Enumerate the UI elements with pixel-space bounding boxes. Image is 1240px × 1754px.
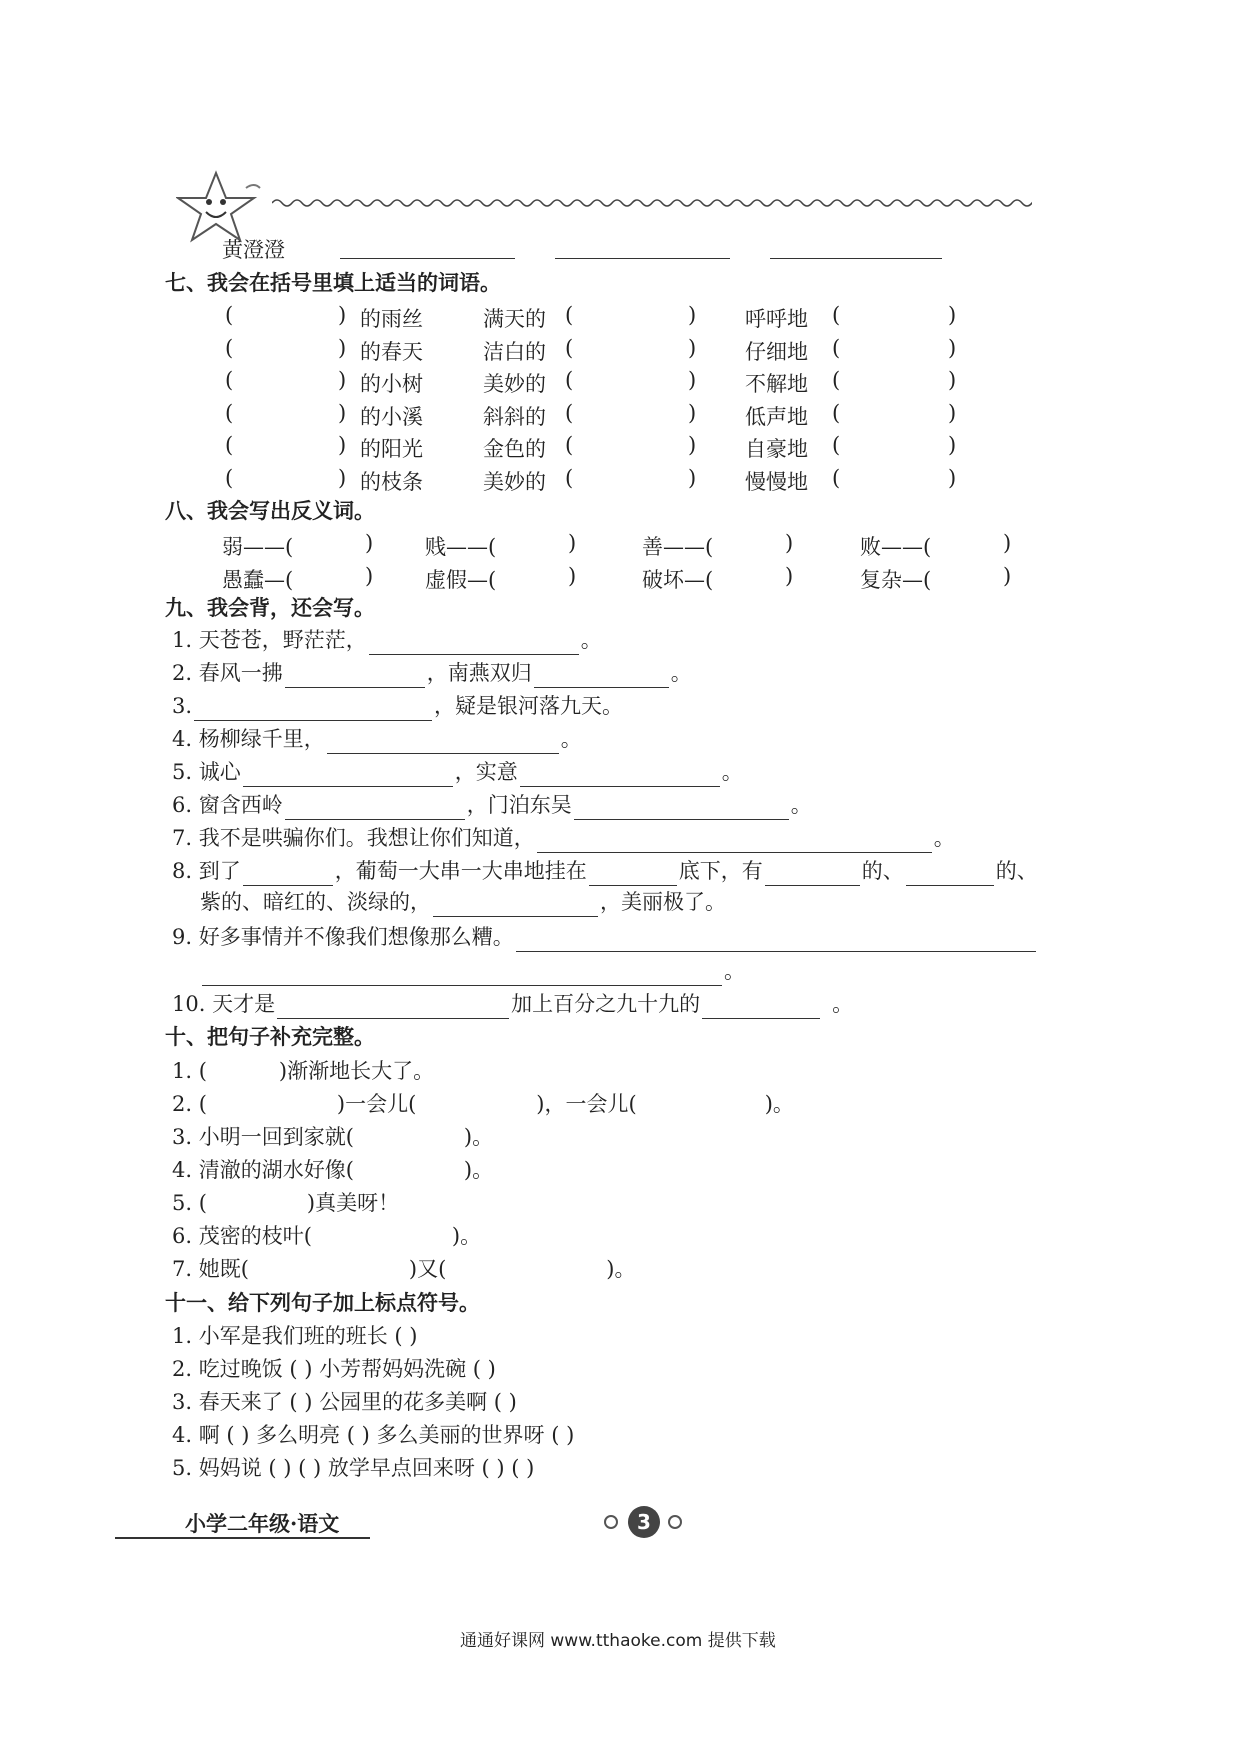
open-paren: ( (225, 400, 234, 425)
decor-dot-icon (668, 1515, 682, 1529)
antonym-answer-space[interactable] (950, 564, 1000, 590)
line-text: 3. 小明一回到家就( (172, 1125, 354, 1149)
antonym-answer-space[interactable] (312, 564, 362, 590)
answer-blank[interactable] (574, 797, 789, 820)
word-prefix: 美妙的 (483, 372, 546, 396)
antonym-prompt: 愚蠢—( (222, 568, 294, 592)
complete-line-5 (172, 1188, 399, 1218)
bracket-answer-space[interactable] (847, 368, 945, 394)
line-text: 7. 我不是哄骗你们。我想让你们知道， (172, 826, 535, 850)
decor-dot-icon (604, 1515, 618, 1529)
antonym-answer-space[interactable] (950, 531, 1000, 557)
close-paren: ) (948, 400, 957, 425)
open-paren: ( (832, 433, 841, 457)
open-paren: ( (565, 303, 574, 327)
recite-line-6 (172, 790, 812, 820)
section-9-title: 九、我会背，还会写。 (165, 596, 375, 620)
close-paren: ) (338, 368, 347, 392)
line-text: ，疑是银河落九天。 (434, 694, 624, 718)
bracket-answer-space[interactable] (240, 401, 335, 427)
open-paren: ( (225, 368, 234, 392)
answer-blank[interactable] (534, 665, 669, 688)
source-credit: 通通好课网 www.tthaoke.com 提供下载 (460, 1631, 776, 1651)
line-text: 紫的、暗红的、淡绿的， (200, 890, 431, 914)
answer-blank[interactable] (433, 894, 598, 917)
close-paren: ) (338, 465, 347, 490)
antonym-answer-space[interactable] (312, 531, 362, 557)
bracket-answer-space[interactable] (847, 433, 945, 459)
line-text: 6. 窗含西岭 (172, 793, 283, 817)
close-paren: ) (338, 400, 347, 425)
close-paren: ) (688, 400, 697, 425)
complete-line-3 (172, 1122, 493, 1152)
line-text: )，一会儿( (536, 1092, 637, 1116)
page-number: 3 (628, 1506, 660, 1538)
line-text: 10. 天才是 (172, 992, 276, 1016)
line-text: 的、 (861, 859, 904, 883)
section-11-title: 十一、给下列句子加上标点符号。 (165, 1291, 480, 1315)
open-paren: ( (225, 303, 234, 327)
word-prefix: 金色的 (483, 437, 546, 461)
word-prefix: 低声地 (745, 404, 808, 429)
open-paren: ( (565, 368, 574, 392)
close-paren: ) (688, 433, 697, 457)
close-paren: ) (948, 433, 957, 457)
recite-line-7 (172, 823, 955, 853)
open-paren: ( (832, 303, 841, 327)
answer-blank[interactable] (285, 665, 425, 688)
footer-rule (115, 1537, 370, 1539)
complete-line-4 (172, 1155, 493, 1185)
line-text: 7. 她既( (172, 1257, 249, 1281)
antonym-prompt: 败——( (860, 535, 932, 559)
wavy-divider (272, 195, 1032, 211)
bracket-answer-space[interactable] (580, 336, 685, 362)
bracket-answer-space[interactable] (240, 303, 335, 329)
close-paren: ) (948, 368, 957, 392)
answer-blank[interactable] (520, 764, 720, 787)
line-text: ，葡萄一大串一大串地挂在 (334, 859, 587, 883)
line-text: 。 (933, 826, 955, 850)
line-text: 2. ( (172, 1092, 207, 1116)
antonym-answer-space[interactable] (732, 531, 782, 557)
line-text: )又( (408, 1257, 447, 1281)
bracket-answer-space[interactable] (240, 433, 335, 459)
word-prefix: 慢慢地 (745, 469, 808, 494)
line-text: 加上百分之九十九的 (511, 992, 701, 1016)
antonym-answer-space[interactable] (732, 564, 782, 590)
line-text: 。 (790, 793, 812, 817)
open-paren: ( (565, 335, 574, 360)
line-text: 底下，有 (678, 859, 763, 883)
antonym-prompt: 弱——( (222, 535, 294, 559)
antonym-prompt: 破坏—( (642, 568, 714, 592)
line-text: 4. 杨柳绿千里， (172, 727, 325, 751)
close-paren: ) (948, 335, 957, 360)
complete-line-7 (172, 1254, 636, 1284)
bracket-answer-space[interactable] (847, 336, 945, 362)
open-paren: ( (565, 465, 574, 490)
punct-line-3[interactable]: 3. 春天来了 ( ) 公园里的花多美啊 ( ) (172, 1390, 517, 1414)
line-text: ，美丽极了。 (600, 890, 726, 914)
close-paren: ) (338, 335, 347, 360)
bracket-answer-space[interactable] (580, 401, 685, 427)
answer-blank[interactable] (702, 996, 820, 1019)
line-text: ，南燕双归 (426, 661, 532, 685)
word-suffix: 的春天 (360, 339, 423, 364)
section-7-title: 七、我会在括号里填上适当的词语。 (165, 271, 501, 295)
recite-line-4 (172, 724, 582, 754)
line-text: 5. 诚心 (172, 760, 241, 784)
line-text: 1. ( (172, 1059, 207, 1083)
answer-blank[interactable] (243, 863, 333, 886)
close-paren: ) (365, 531, 374, 555)
line-text: 的、 (995, 859, 1038, 883)
bracket-answer-space[interactable] (580, 433, 685, 459)
line-text: ，门泊东吴 (466, 793, 572, 817)
line-text: 9. 好多事情并不像我们想像那么糟。 (172, 925, 514, 949)
recite-line-8 (172, 856, 1038, 886)
line-text: )。 (463, 1125, 494, 1149)
punct-line-5[interactable]: 5. 妈妈说 ( ) ( ) 放学早点回来呀 ( ) ( ) (172, 1456, 535, 1480)
answer-blank[interactable] (194, 698, 432, 721)
line-text: 。 (580, 628, 602, 652)
close-paren: ) (688, 465, 697, 490)
word-suffix: 的枝条 (360, 469, 423, 494)
line-text: 8. 到了 (172, 859, 241, 883)
answer-blank[interactable] (327, 731, 559, 754)
line-text: )。 (463, 1158, 494, 1182)
close-paren: ) (948, 303, 957, 327)
word-suffix: 的雨丝 (360, 307, 423, 331)
open-paren: ( (225, 465, 234, 490)
close-paren: ) (568, 531, 577, 555)
section-10-title: 十、把句子补充完整。 (165, 1025, 375, 1049)
line-text: )。 (451, 1224, 482, 1248)
bracket-answer-space[interactable] (240, 336, 335, 362)
word-suffix: 的小溪 (360, 404, 423, 429)
punct-line-2[interactable]: 2. 吃过晚饭 ( ) 小芳帮妈妈洗碗 ( ) (172, 1357, 496, 1381)
complete-line-2 (172, 1089, 794, 1119)
recite-line-5 (172, 757, 743, 787)
recite-line-8-cont (200, 887, 726, 917)
line-text: 6. 茂密的枝叶( (172, 1224, 312, 1248)
line-text: 。 (560, 727, 582, 751)
bracket-answer-space[interactable] (240, 368, 335, 394)
close-paren: ) (568, 564, 577, 588)
recite-line-3 (172, 691, 623, 721)
recite-line-1 (172, 625, 602, 655)
open-paren: ( (225, 335, 234, 360)
line-text: ，实意 (454, 760, 518, 784)
close-paren: ) (688, 368, 697, 392)
line-text: )。 (764, 1092, 794, 1116)
line-text: 。 (721, 760, 743, 784)
answer-blank[interactable] (369, 632, 579, 655)
antonym-answer-space[interactable] (515, 564, 565, 590)
close-paren: ) (365, 564, 374, 588)
line-text: )。 (606, 1257, 636, 1281)
top-word-row (222, 235, 285, 265)
open-paren: ( (565, 400, 574, 425)
close-paren: ) (785, 564, 794, 588)
answer-blank[interactable] (765, 863, 860, 886)
antonym-prompt: 复杂—( (860, 568, 932, 592)
line-text: )真美呀！ (306, 1191, 400, 1215)
bracket-answer-space[interactable] (580, 303, 685, 329)
recite-line-2 (172, 658, 692, 688)
antonym-prompt: 善——( (642, 535, 714, 559)
line-text: )一会儿( (336, 1092, 417, 1116)
line-text: 。 (724, 959, 745, 983)
antonym-prompt: 虚假—( (425, 568, 497, 592)
bracket-answer-space[interactable] (580, 368, 685, 394)
line-text: 5. ( (172, 1191, 207, 1215)
answer-blank[interactable] (202, 963, 722, 986)
bracket-answer-space[interactable] (240, 466, 335, 492)
open-paren: ( (832, 465, 841, 490)
line-text: 1. 天苍苍，野茫茫， (172, 628, 367, 652)
close-paren: ) (688, 303, 697, 327)
answer-blank[interactable] (340, 258, 515, 259)
word-prefix: 不解地 (745, 372, 808, 396)
open-paren: ( (832, 400, 841, 425)
top-word: 黄澄澄 (222, 238, 285, 262)
bracket-answer-space[interactable] (847, 466, 945, 492)
open-paren: ( (832, 335, 841, 360)
close-paren: ) (1003, 531, 1012, 555)
open-paren: ( (832, 368, 841, 392)
line-text: 3. (172, 694, 193, 718)
word-prefix: 洁白的 (483, 339, 546, 364)
line-text: )渐渐地长大了。 (278, 1059, 435, 1083)
bracket-answer-space[interactable] (580, 466, 685, 492)
punct-line-4[interactable]: 4. 啊 ( ) 多么明亮 ( ) 多么美丽的世界呀 ( ) (172, 1423, 575, 1447)
line-text: 。 (670, 661, 692, 685)
recite-line-10 (172, 989, 853, 1019)
open-paren: ( (225, 433, 234, 457)
complete-line-6 (172, 1221, 481, 1251)
bracket-answer-space[interactable] (847, 401, 945, 427)
bracket-answer-space[interactable] (847, 303, 945, 329)
word-prefix: 仔细地 (745, 339, 808, 364)
recite-line-9-cont (200, 956, 745, 986)
word-suffix: 的阳光 (360, 437, 423, 461)
answer-blank[interactable] (277, 996, 509, 1019)
answer-blank[interactable] (555, 258, 730, 259)
close-paren: ) (338, 433, 347, 457)
answer-blank[interactable] (906, 863, 994, 886)
line-text: 。 (832, 992, 854, 1016)
word-prefix: 自豪地 (745, 437, 808, 461)
recite-line-9 (172, 922, 1038, 952)
open-paren: ( (565, 433, 574, 457)
line-text: 4. 清澈的湖水好像( (172, 1158, 354, 1182)
answer-blank[interactable] (537, 830, 932, 853)
word-prefix: 满天的 (483, 307, 546, 331)
answer-blank[interactable] (516, 929, 1036, 952)
word-prefix: 斜斜的 (483, 404, 546, 429)
close-paren: ) (948, 465, 957, 490)
line-text: 2. 春风一拂 (172, 661, 283, 685)
answer-blank[interactable] (285, 797, 465, 820)
complete-line-1 (172, 1056, 434, 1086)
close-paren: ) (338, 303, 347, 327)
close-paren: ) (688, 335, 697, 360)
word-prefix: 美妙的 (483, 469, 546, 494)
answer-blank[interactable] (589, 863, 677, 886)
answer-blank[interactable] (243, 764, 453, 787)
word-suffix: 的小树 (360, 372, 423, 396)
close-paren: ) (1003, 564, 1012, 588)
section-8-title: 八、我会写出反义词。 (165, 499, 375, 523)
punct-line-1[interactable]: 1. 小军是我们班的班长 ( ) (172, 1324, 418, 1348)
answer-blank[interactable] (770, 258, 942, 259)
book-title: 小学二年级·语文 (185, 1511, 340, 1536)
antonym-prompt: 贱——( (425, 535, 497, 559)
antonym-answer-space[interactable] (515, 531, 565, 557)
close-paren: ) (785, 531, 794, 555)
word-prefix: 呼呼地 (745, 307, 808, 331)
